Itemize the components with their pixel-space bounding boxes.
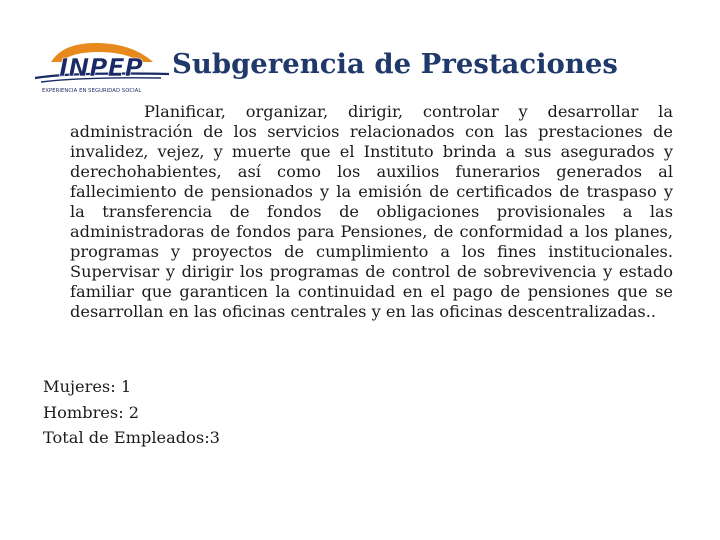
logo-tagline: EXPERIENCIA EN SEGURIDAD SOCIAL bbox=[42, 88, 142, 94]
inpep-logo-graphic bbox=[33, 38, 171, 88]
men-count: Hombres: 2 bbox=[43, 402, 140, 422]
total-employees: Total de Empleados:3 bbox=[43, 428, 220, 447]
women-count: Mujeres: 1 bbox=[43, 377, 132, 396]
inpep-logo bbox=[33, 38, 171, 100]
logo-wordmark: INPEP bbox=[59, 53, 143, 82]
page-title: Subgerencia de Prestaciones bbox=[172, 48, 618, 80]
employee-stats bbox=[43, 374, 220, 451]
description-paragraph: Planificar, organizar, dirigir, controlar y desarrollar la administración de los servicios relacionados con las prestaciones de invalidez, vejez, y muerte que el Instituto brinda a sus asegurados y derechohabientes, así como los auxilios funerarios generados al fallecimiento de pensionados y la emisión de certificados de traspaso y la transferencia de fondos de obligaciones provisionales a las administradoras de fondos para Pensiones, de conformidad a los planes, programas y proyectos de cumplimiento a los fines institucionales. Supervisar y dirigir los programas de control de sobrevivencia y estado familiar que garanticen la continuidad en el pago de pensiones que se desarrollan en las oficinas centrales y en las oficinas descentralizadas.. bbox=[70, 102, 673, 321]
